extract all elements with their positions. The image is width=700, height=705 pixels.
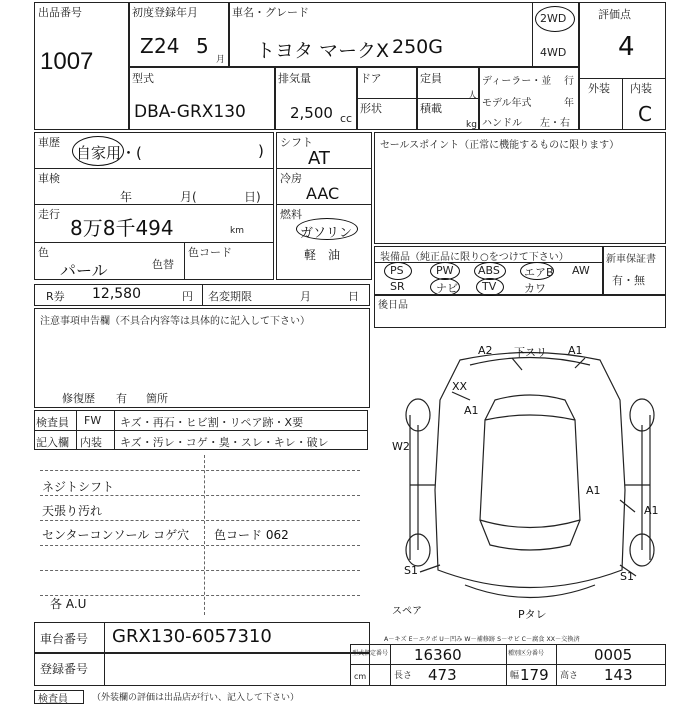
capacity-unit: 人 xyxy=(468,91,478,101)
note-vdiv xyxy=(204,455,205,615)
displacement-unit: cc xyxy=(340,112,353,125)
displacement-label: 排気量 xyxy=(278,72,311,85)
equip-ps: PS xyxy=(390,264,404,277)
equip-abs: ABS xyxy=(478,264,500,277)
car-name: トヨタ マークX xyxy=(256,40,390,62)
fuel-gas-circle xyxy=(296,218,358,240)
mark-xx: XX xyxy=(452,380,468,393)
type-spec-vdiv-2 xyxy=(506,644,507,686)
shift-label: シフト xyxy=(280,136,313,149)
fuel-gas: ガソリン xyxy=(300,226,353,241)
equip-sr: SR xyxy=(390,280,405,293)
mileage-unit: km xyxy=(230,226,244,236)
equip-tv: TV xyxy=(482,280,497,293)
color-label: 色 xyxy=(38,246,49,259)
fw-label: FW xyxy=(84,414,102,427)
shift-div-1 xyxy=(276,168,372,169)
handwritten-note-5: 各 A.U xyxy=(50,597,87,611)
equip-ps-circle xyxy=(384,262,412,280)
chassis-label: 車台番号 xyxy=(40,632,89,646)
mark-a1-left: A1 xyxy=(464,404,479,417)
rear-bumper xyxy=(465,585,595,598)
r-ticket-divider xyxy=(202,284,203,306)
model-code: DBA-GRX130 xyxy=(134,102,246,122)
repair-place: 箇所 xyxy=(146,392,168,405)
first-reg-label: 初度登録年月 xyxy=(132,6,198,19)
rear-window xyxy=(480,520,580,550)
type-spec-vdiv-3 xyxy=(556,644,557,686)
note-line-4 xyxy=(40,545,360,546)
mark-spare: スペア xyxy=(392,606,422,617)
inspector-label: 検査員 xyxy=(36,416,69,429)
capacity-label: 定員 xyxy=(420,72,442,85)
reg-era: Z xyxy=(140,34,154,58)
rear-box xyxy=(374,294,666,328)
car-grade: 250G xyxy=(392,36,443,58)
inspector-vdiv xyxy=(76,410,77,450)
sales-points-label: セールスポイント（正常に機能するものに限ります） xyxy=(380,140,620,151)
type-spec-div xyxy=(350,664,666,665)
exterior-label: 外装 xyxy=(588,82,610,95)
mileage-val: 8万8千494 xyxy=(70,216,174,240)
handwritten-note-1: ネジトシフト xyxy=(42,480,115,494)
color-change-label: 色替 xyxy=(152,258,174,271)
reg-no-label: 登録番号 xyxy=(40,662,89,676)
inspection-day: 日) xyxy=(244,190,261,204)
month-suffix: 月 xyxy=(216,55,226,65)
length-label: 長さ xyxy=(394,671,413,681)
mark-s1-right: S1 xyxy=(620,570,634,583)
score-value: 4 xyxy=(618,32,635,62)
note-line-1 xyxy=(40,470,360,471)
rear-seat-label: 後日品 xyxy=(378,300,408,311)
handle-label: ハンドル xyxy=(482,118,522,129)
length-value: 473 xyxy=(428,666,457,684)
width-value: 179 xyxy=(520,666,549,684)
model-year-label: モデル年式 xyxy=(482,98,532,109)
height-label: 高さ xyxy=(560,671,579,681)
name-change-label: 名変期限 xyxy=(208,290,252,303)
displacement-value: 2,500 xyxy=(290,104,333,122)
drive-2wd: 2WD xyxy=(540,12,567,25)
color-divider xyxy=(184,242,185,280)
history-label: 車歴 xyxy=(38,136,60,149)
r-ticket-yen: 円 xyxy=(182,290,193,303)
history-div-2 xyxy=(34,204,274,205)
mark-a1-top: A1 xyxy=(568,344,583,357)
shift-div-2 xyxy=(276,204,372,205)
class-value: 0005 xyxy=(594,646,633,664)
class-label: 種別区分番号 xyxy=(508,650,545,657)
shape-label: 形状 xyxy=(360,102,382,115)
warranty-val: 有・無 xyxy=(612,274,645,287)
model-year-val: 年 xyxy=(564,98,574,109)
load-unit: kg xyxy=(466,120,477,130)
equip-airbag: エアB xyxy=(524,266,554,279)
type-spec-vdiv-1 xyxy=(390,644,391,686)
model-label: 型式 xyxy=(132,72,154,85)
damage-legend: A－キズ E－エクボ U－凹み W－補修跡 S－サビ C－腐食 XX－交換済 xyxy=(384,636,580,643)
note-line-5 xyxy=(40,570,360,571)
handle-val: 左・右 xyxy=(540,118,570,129)
mark-a1-mid: A1 xyxy=(586,484,601,497)
fuel-diesel: 軽 油 xyxy=(304,248,341,262)
inspection-year: 年 xyxy=(120,190,133,204)
ext-int-divider xyxy=(622,78,623,130)
mark-w2: W2 xyxy=(392,440,410,453)
reg-month: 5 xyxy=(196,34,209,58)
lot-label: 出品番号 xyxy=(38,6,82,19)
shift-val: AT xyxy=(308,148,330,169)
private-use-circle xyxy=(72,136,124,166)
mark-p: Pタレ xyxy=(518,608,547,621)
aircon-label: 冷房 xyxy=(280,172,302,185)
load-label: 積載 xyxy=(420,102,442,115)
equip-leather: カワ xyxy=(524,282,546,295)
bottom-note: （外装欄の評価は出品店が行い、記入して下さい） xyxy=(92,693,300,703)
mark-scratch: 下スリ xyxy=(514,346,547,359)
handwritten-note-2: 天張り汚れ xyxy=(42,504,103,518)
inspector-div xyxy=(34,430,368,431)
r-ticket-label: R券 xyxy=(46,290,65,303)
equip-aw: AW xyxy=(572,264,590,277)
history-val: 自家用・( xyxy=(76,144,142,162)
width-label: 幅 xyxy=(510,671,520,681)
note-line-2 xyxy=(40,495,360,496)
handwritten-note-4: 色コード 062 xyxy=(214,528,289,542)
height-value: 143 xyxy=(604,666,633,684)
doors-label: ドア xyxy=(360,72,382,85)
reg-year: 24 xyxy=(154,34,180,58)
equipment-label: 装備品（純正品に限り○をつけて下さい） xyxy=(380,252,569,263)
mark-s1-left: S1 xyxy=(404,564,418,577)
car-name-label: 車名・グレード xyxy=(232,6,309,19)
repair-has: 有 xyxy=(116,392,127,405)
aircon-val: AAC xyxy=(306,184,340,203)
equip-airbag-circle xyxy=(520,262,554,280)
inspector-vdiv-2 xyxy=(114,410,115,450)
equip-pw: PW xyxy=(436,264,454,277)
inspection-month: 月( xyxy=(180,190,197,204)
drive-4wd: 4WD xyxy=(540,46,567,59)
name-change-month: 月 xyxy=(300,290,311,303)
interior-items: キズ・汚レ・コゲ・臭・スレ・キレ・破レ xyxy=(120,436,329,449)
interior-entry-label: 内装 xyxy=(80,436,102,449)
history-div-1 xyxy=(34,168,274,169)
cm-unit: cm xyxy=(354,672,367,681)
fuel-label: 燃料 xyxy=(280,208,302,221)
front-windshield xyxy=(485,395,575,420)
dealer-val: 行 xyxy=(564,76,574,87)
warranty-label: 新車保証書 xyxy=(606,254,656,265)
handwritten-note-3: センターコンソール コゲ穴 xyxy=(42,528,190,542)
type-spec-label: 型式指定番号 xyxy=(352,650,389,657)
color-code-label: 色コード xyxy=(188,246,232,259)
mark-a1-right: A1 xyxy=(644,504,659,517)
inspection-label: 車検 xyxy=(38,172,60,185)
drive-2wd-circle xyxy=(535,6,575,32)
bottom-inspector-label: 検査員 xyxy=(38,694,68,705)
drive-divider xyxy=(532,2,533,68)
lot-number: 1007 xyxy=(40,48,94,75)
entry-label: 記入欄 xyxy=(36,436,69,449)
interior-label: 内装 xyxy=(630,82,652,95)
color-val: パール xyxy=(60,261,108,280)
notes-label: 注意事項申告欄（不具合内容等は具体的に記入して下さい） xyxy=(40,316,310,327)
repair-label: 修復歴 xyxy=(62,392,95,405)
interior-grade: C xyxy=(638,102,652,126)
dealer-label: ディーラー・並 xyxy=(482,76,552,87)
note-line-3 xyxy=(40,520,360,521)
chassis-number: GRX130-6057310 xyxy=(112,626,272,647)
history-close: ) xyxy=(258,142,264,160)
score-label: 評価点 xyxy=(598,8,631,21)
note-line-6 xyxy=(40,595,360,596)
history-div-3 xyxy=(34,242,274,243)
equip-navi: ナビ xyxy=(436,282,458,295)
type-spec-value: 16360 xyxy=(414,646,462,664)
mark-a2: A2 xyxy=(478,344,493,357)
fw-items: キズ・再石・ヒビ割・リペア跡・X要 xyxy=(120,416,304,429)
car-roof xyxy=(480,415,580,528)
mileage-label: 走行 xyxy=(38,208,60,221)
name-change-day: 日 xyxy=(348,290,359,303)
r-ticket-amount: 12,580 xyxy=(92,286,141,302)
